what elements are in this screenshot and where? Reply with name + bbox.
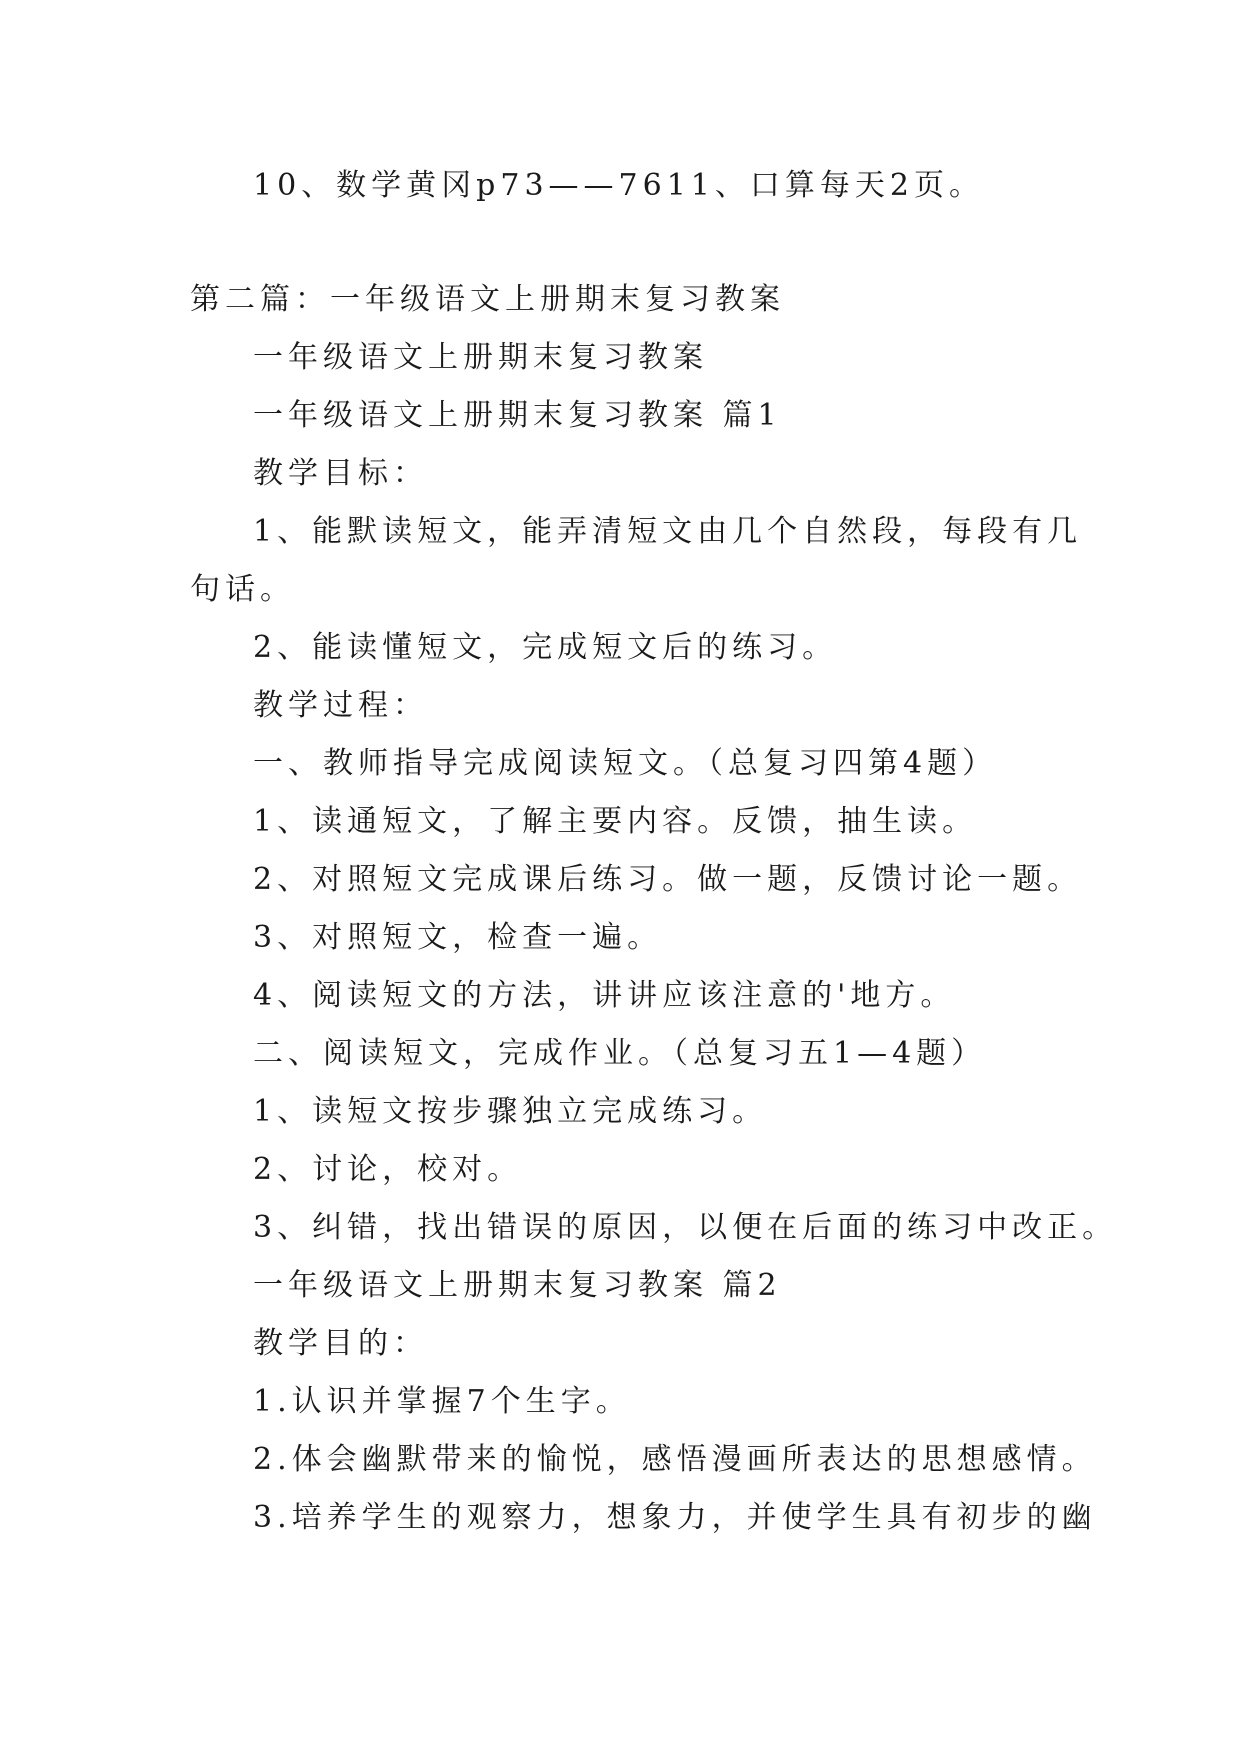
process-step-1: 一、教师指导完成阅读短文。（总复习四第4题） (253, 746, 998, 781)
teaching-goals-heading: 教学目标： (253, 456, 428, 491)
process-item-2: 2、对照短文完成课后练习。做一题，反馈讨论一题。 (253, 862, 1083, 897)
teaching-process-heading: 教学过程： (253, 688, 428, 723)
purpose-item-1: 1.认识并掌握7个生字。 (253, 1384, 631, 1419)
lesson-heading-2: 一年级语文上册期末复习教案 篇2 (253, 1268, 782, 1303)
purpose-item-3: 3.培养学生的观察力，想象力，并使学生具有初步的幽 (253, 1500, 1097, 1535)
process-item-4: 4、阅读短文的方法，讲讲应该注意的'地方。 (253, 978, 956, 1013)
process-item-1: 1、读通短文，了解主要内容。反馈，抽生读。 (253, 804, 978, 839)
process-item-3: 3、对照短文，检查一遍。 (253, 920, 663, 955)
goal-item-1: 1、能默读短文，能弄清短文由几个自然段，每段有几 (253, 514, 1083, 549)
goal-item-2: 2、能读懂短文，完成短文后的练习。 (253, 630, 838, 665)
purpose-item-2: 2.体会幽默带来的愉悦，感悟漫画所表达的思想感情。 (253, 1442, 1097, 1477)
lesson-heading-1: 一年级语文上册期末复习教案 篇1 (253, 398, 782, 433)
step2-item-1: 1、读短文按步骤独立完成练习。 (253, 1094, 768, 1129)
process-step-2: 二、阅读短文，完成作业。（总复习五1—4题） (253, 1036, 987, 1071)
step2-item-3: 3、纠错，找出错误的原因，以便在后面的练习中改正。 (253, 1210, 1118, 1245)
section-title: 第二篇：一年级语文上册期末复习教案 (190, 282, 785, 317)
step2-item-2: 2、讨论，校对。 (253, 1152, 523, 1187)
line-math-homework: 10、数学黄冈p73——7611、口算每天2页。 (253, 168, 984, 203)
goal-item-1-cont: 句话。 (190, 572, 295, 607)
teaching-purpose-heading: 教学目的： (253, 1326, 428, 1361)
document-title: 一年级语文上册期末复习教案 (253, 340, 708, 375)
